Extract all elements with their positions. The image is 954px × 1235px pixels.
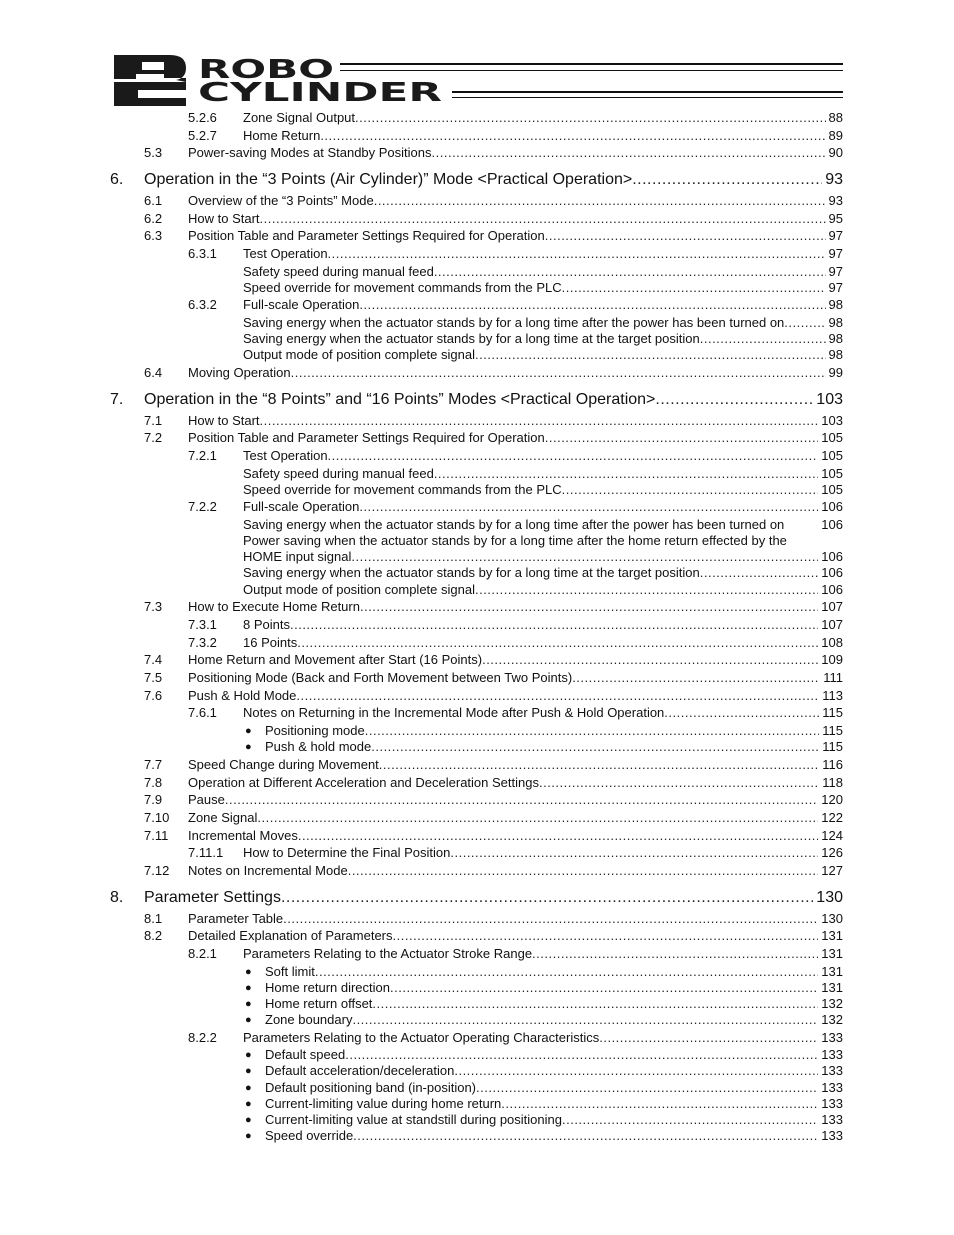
bullet-icon: ●: [245, 1014, 252, 1026]
toc-entry-page: 124: [821, 828, 843, 843]
toc-entry[interactable]: [0, 412, 843, 430]
toc-entry[interactable]: [0, 245, 843, 263]
toc-entry[interactable]: [0, 481, 843, 499]
toc-entry-title: Home Return and Movement after Start (16 Points): [188, 652, 483, 667]
toc-entry-page: 98: [828, 347, 843, 362]
dot-leader: [532, 945, 818, 963]
toc-entry-page: 105: [821, 448, 843, 463]
toc-entry-page: 126: [821, 845, 843, 860]
toc-entry-title: How to Start: [188, 413, 260, 428]
dot-leader: [225, 791, 818, 809]
dot-leader: [664, 704, 819, 722]
toc-entry-page: 133: [821, 1030, 843, 1045]
toc-entry-page: 131: [821, 980, 843, 995]
dot-leader: [328, 245, 826, 263]
toc-entry-number: 7.11.1: [188, 845, 224, 860]
toc-entry-title: Position Table and Parameter Settings Required for Operation: [188, 228, 545, 243]
dot-leader: [283, 910, 818, 928]
toc-entry-page: 103: [821, 413, 843, 428]
toc-entry-page: 93: [828, 193, 843, 208]
toc-entry-page: 115: [822, 723, 843, 738]
toc-entry-page: 106: [821, 549, 843, 564]
toc-entry-number: 7.2.1: [188, 448, 217, 463]
toc-entry[interactable]: [0, 738, 843, 756]
dot-leader: [482, 651, 818, 669]
toc-entry-page: 131: [821, 928, 843, 943]
toc-entry-page: 97: [828, 246, 843, 261]
toc-entry-title: Parameters Relating to the Actuator Operating Characteristics: [243, 1030, 600, 1045]
toc-entry-title: 8 Points: [243, 617, 290, 632]
toc-entry-page: 109: [821, 652, 843, 667]
toc-entry-title: Home return offset: [265, 996, 373, 1011]
page-header: [0, 0, 954, 110]
toc-entry-title: Home Return: [243, 128, 321, 143]
toc-entry-title: Soft limit: [265, 964, 315, 979]
toc-entry-title: Saving energy when the actuator stands by for a long time after the power has been turned on: [243, 517, 785, 532]
toc-entry-page: 115: [822, 705, 843, 720]
dot-leader: [632, 170, 822, 190]
bullet-icon: ●: [245, 1098, 252, 1110]
toc-entry-page: 130: [816, 889, 843, 906]
toc-entry-page: 131: [821, 946, 843, 961]
dot-leader: [296, 687, 819, 705]
toc-entry-title: Safety speed during manual feed: [243, 264, 434, 279]
toc-entry[interactable]: [0, 210, 843, 228]
dot-leader: [290, 616, 818, 634]
toc-entry[interactable]: [0, 827, 843, 845]
toc-entry[interactable]: [0, 346, 843, 364]
toc-entry-number: 7.4: [144, 652, 163, 667]
toc-entry-page: 131: [821, 964, 843, 979]
dot-leader: [291, 364, 826, 382]
toc-entry-page: 98: [828, 297, 843, 312]
dot-leader: [655, 390, 813, 410]
toc-entry-title: Home return direction: [265, 980, 390, 995]
toc-entry[interactable]: [0, 581, 843, 599]
toc-entry[interactable]: [0, 227, 843, 245]
toc-entry-page: 116: [822, 757, 843, 772]
toc-entry-page: 89: [828, 128, 843, 143]
toc-entry-title: Moving Operation: [188, 365, 291, 380]
toc-entry-number: 7.7: [144, 757, 163, 772]
toc-entry-page: 108: [821, 635, 843, 650]
toc-entry-number: 8.2.1: [188, 946, 217, 961]
toc-entry-title: Full-scale Operation: [243, 297, 360, 312]
dot-leader: [298, 827, 818, 845]
toc-entry-page: 115: [822, 739, 843, 754]
toc-entry-page: 120: [821, 792, 843, 807]
dot-leader: [257, 809, 818, 827]
toc-entry[interactable]: [0, 192, 843, 210]
robo-cylinder-logo: [112, 52, 447, 108]
toc-entry-title: Operation in the “8 Points” and “16 Points” Modes <Practical Operation>: [144, 391, 656, 408]
toc-entry-page: 88: [828, 110, 843, 125]
toc-entry-page: 107: [821, 599, 843, 614]
dot-leader: [454, 1062, 818, 1080]
toc-entry-title: Saving energy when the actuator stands by for a long time after the power has been turned on: [243, 315, 785, 330]
toc-entry-page: 133: [821, 1063, 843, 1078]
toc-entry[interactable]: [0, 704, 843, 722]
header-rule-top-2: [340, 70, 843, 71]
toc-entry-title: Speed override for movement commands from the PLC: [243, 280, 562, 295]
toc-entry[interactable]: [0, 598, 843, 616]
toc-entry-title: Notes on Incremental Mode: [188, 863, 348, 878]
toc-entry-page: 133: [821, 1080, 843, 1095]
toc-entry-number: 7.3.1: [188, 617, 217, 632]
toc-entry-title: Default acceleration/deceleration: [265, 1063, 455, 1078]
toc-entry-page: 127: [821, 863, 843, 878]
toc-entry[interactable]: [0, 862, 843, 880]
toc-entry-title: Speed override: [265, 1128, 354, 1143]
dot-leader: [260, 210, 826, 228]
toc-entry-page: 105: [821, 430, 843, 445]
toc-entry-page: 132: [821, 996, 843, 1011]
toc-entry-page: 103: [816, 391, 843, 408]
toc-entry-number: 7.3: [144, 599, 163, 614]
toc-entry-title: Notes on Returning in the Incremental Mode after Push & Hold Operation: [243, 705, 665, 720]
toc-entry[interactable]: [0, 756, 843, 774]
dot-leader: [572, 669, 820, 687]
bullet-icon: ●: [245, 1130, 252, 1142]
toc-entry-number: 6.3.2: [188, 297, 217, 312]
toc-entry-number: 7.3.2: [188, 635, 217, 650]
dot-leader: [360, 598, 818, 616]
toc-entry-page: 133: [821, 1128, 843, 1143]
dot-leader: [359, 498, 818, 516]
bullet-icon: ●: [245, 1049, 252, 1061]
toc-entry-title: Speed Change during Movement: [188, 757, 379, 772]
toc-entry-page: 106: [821, 499, 843, 514]
toc-entry-page: 133: [821, 1112, 843, 1127]
toc-entry-title: Output mode of position complete signal: [243, 582, 475, 597]
toc-entry-title: Operation in the “3 Points (Air Cylinder)” Mode <Practical Operation>: [144, 171, 633, 188]
toc-entry-number: 7.6.1: [188, 705, 217, 720]
toc-entry[interactable]: [0, 1011, 843, 1029]
toc-entry[interactable]: [0, 945, 843, 963]
toc-entry[interactable]: [0, 498, 843, 516]
bullet-icon: ●: [245, 1065, 252, 1077]
toc-entry-title: Position Table and Parameter Settings Required for Operation: [188, 430, 545, 445]
dot-leader: [281, 888, 813, 908]
toc-entry-number: 7.1: [144, 413, 163, 428]
toc-entry-title: Incremental Moves: [188, 828, 298, 843]
toc-entry-title: Operation at Different Acceleration and Deceleration Settings: [188, 775, 539, 790]
toc-entry-title: Zone Signal Output: [243, 110, 356, 125]
toc-entry[interactable]: [0, 296, 843, 314]
bullet-icon: ●: [245, 1082, 252, 1094]
toc-entry[interactable]: [0, 1029, 843, 1047]
toc-entry-title: HOME input signal: [243, 549, 352, 564]
toc-entry-page: 118: [822, 775, 843, 790]
toc-entry-page: 130: [821, 911, 843, 926]
toc-entry-number: 8.1: [144, 911, 163, 926]
dot-leader: [371, 738, 819, 756]
toc-entry-title: Push & Hold Mode: [188, 688, 297, 703]
toc-entry-title: Saving energy when the actuator stands by for a long time at the target position: [243, 331, 700, 346]
toc-entry-page: 90: [828, 145, 843, 160]
dot-leader: [297, 634, 818, 652]
dot-leader: [393, 927, 819, 945]
dot-leader: [599, 1029, 818, 1047]
toc-entry-page: 97: [828, 280, 843, 295]
dot-leader: [348, 862, 819, 880]
toc-entry-title: Safety speed during manual feed: [243, 466, 434, 481]
toc-entry-title: How to Execute Home Return: [188, 599, 360, 614]
toc-entry-page: 97: [828, 264, 843, 279]
bullet-icon: ●: [245, 982, 252, 994]
toc-entry-number: 7.10: [144, 810, 170, 825]
toc-entry-number: 7.: [110, 391, 124, 408]
dot-leader: [359, 296, 825, 314]
toc-entry-title: Current-limiting value at standstill during positioning: [265, 1112, 562, 1127]
toc-entry[interactable]: [0, 364, 843, 382]
toc-entry[interactable]: [0, 651, 843, 669]
dot-leader: [562, 481, 819, 499]
toc-entry[interactable]: [0, 127, 843, 145]
toc-entry[interactable]: [0, 109, 843, 127]
toc-entry[interactable]: [0, 390, 843, 410]
toc-entry-title: 16 Points: [243, 635, 298, 650]
toc-entry-title: Zone boundary: [265, 1012, 353, 1027]
toc-entry-title: Detailed Explanation of Parameters: [188, 928, 393, 943]
toc-entry-title: Test Operation: [243, 246, 328, 261]
toc-entry-title: Overview of the “3 Points” Mode: [188, 193, 374, 208]
toc-entry-title: Current-limiting value during home return: [265, 1096, 502, 1111]
toc-entry-page: 133: [821, 1047, 843, 1062]
header-rule-bottom-2: [452, 97, 843, 98]
toc-entry-title: Saving energy when the actuator stands by for a long time at the target position: [243, 565, 700, 580]
dot-leader: [353, 1127, 818, 1145]
dot-leader: [539, 774, 819, 792]
toc-entry-page: 106: [821, 565, 843, 580]
dot-leader: [379, 756, 819, 774]
toc-entry-page: 105: [821, 482, 843, 497]
header-rule-top-1: [340, 63, 843, 65]
dot-leader: [260, 412, 819, 430]
toc-entry-page: 93: [825, 171, 843, 188]
toc-entry-number: 5.2.7: [188, 128, 217, 143]
toc-entry-title: Default speed: [265, 1047, 346, 1062]
toc-entry[interactable]: [0, 687, 843, 705]
dot-leader: [562, 279, 826, 297]
toc-entry-number: 6.4: [144, 365, 163, 380]
toc-entry[interactable]: [0, 774, 843, 792]
dot-leader: [545, 227, 826, 245]
toc-entry-number: 6.: [110, 171, 124, 188]
toc-entry-title: How to Determine the Final Position: [243, 845, 451, 860]
toc-entry-title: Push & hold mode: [265, 739, 372, 754]
toc-entry-page: 113: [822, 688, 843, 703]
header-rule-bottom-1: [452, 91, 843, 93]
toc-entry-page: 95: [828, 211, 843, 226]
toc-entry[interactable]: [0, 634, 843, 652]
toc-entry[interactable]: [0, 144, 843, 162]
toc-entry-title: Output mode of position complete signal: [243, 347, 475, 362]
dot-leader: [700, 564, 819, 582]
toc-entry-title: Zone Signal: [188, 810, 258, 825]
toc-entry-page: 98: [828, 331, 843, 346]
toc-entry[interactable]: [0, 564, 843, 582]
toc-entry[interactable]: [0, 170, 843, 190]
toc-entry[interactable]: [0, 1127, 843, 1145]
toc-entry-number: 8.: [110, 889, 124, 906]
toc-entry-number: 8.2.2: [188, 1030, 217, 1045]
logo-word-cylinder: CYLINDER: [198, 78, 442, 108]
toc-entry[interactable]: [0, 447, 843, 465]
toc-entry-number: 7.12: [144, 863, 170, 878]
toc-entry-number: 7.9: [144, 792, 163, 807]
toc-entry-number: 7.11: [144, 828, 169, 843]
toc-entry-number: 7.8: [144, 775, 163, 790]
toc-entry-title: Positioning mode: [265, 723, 365, 738]
toc-entry-number: 5.3: [144, 145, 163, 160]
toc-entry-title: How to Start: [188, 211, 260, 226]
toc-entry-title: Parameter Table: [188, 911, 284, 926]
logo-word-robo: ROBO: [198, 55, 334, 85]
toc-entry-number: 7.2.2: [188, 499, 217, 514]
toc-entry-page: 97: [828, 228, 843, 243]
toc-entry-number: 6.3.1: [188, 246, 217, 261]
toc-entry-title: Default positioning band (in-position): [265, 1080, 477, 1095]
toc-entry[interactable]: [0, 669, 843, 687]
dot-leader: [355, 109, 826, 127]
bullet-icon: ●: [245, 725, 252, 737]
toc-entry-number: 6.2: [144, 211, 163, 226]
toc-entry[interactable]: [0, 279, 843, 297]
toc-entry-title: Full-scale Operation: [243, 499, 360, 514]
toc-entry-page: 133: [821, 1096, 843, 1111]
toc-entry[interactable]: [0, 888, 843, 908]
toc-entry-title: Pause: [188, 792, 225, 807]
toc-entry-title: Power saving when the actuator stands by for a long time after the home return effected by the: [243, 533, 787, 548]
toc-entry-number: 6.3: [144, 228, 163, 243]
toc-entry[interactable]: [0, 616, 843, 634]
toc-entry-title: Positioning Mode (Back and Forth Movement between Two Points): [188, 670, 573, 685]
dot-leader: [475, 581, 818, 599]
toc-entry-number: 7.5: [144, 670, 163, 685]
toc-entry-page: 122: [821, 810, 843, 825]
toc-entry-page: 106: [821, 582, 843, 597]
toc-entry-number: 7.2: [144, 430, 163, 445]
dot-leader: [320, 127, 825, 145]
toc-entry-page: 105: [821, 466, 843, 481]
toc-entry-number: 6.1: [144, 193, 163, 208]
dot-leader: [432, 144, 826, 162]
bullet-icon: ●: [245, 1114, 252, 1126]
toc-entry[interactable]: [0, 429, 843, 447]
toc-entry-title: Speed override for movement commands from the PLC: [243, 482, 562, 497]
toc-entry[interactable]: [0, 809, 843, 827]
toc-entry-title: Parameters Relating to the Actuator Stroke Range: [243, 946, 533, 961]
dot-leader: [328, 447, 819, 465]
toc-entry[interactable]: [0, 927, 843, 945]
toc-entry-number: 7.6: [144, 688, 163, 703]
toc-entry-page: 106: [821, 517, 843, 532]
toc-entry-page: 99: [828, 365, 843, 380]
toc-entry[interactable]: [0, 910, 843, 928]
toc-entry-title: Test Operation: [243, 448, 328, 463]
bullet-icon: ●: [245, 966, 252, 978]
bullet-icon: ●: [245, 741, 252, 753]
toc-entry-page: 111: [823, 670, 843, 685]
toc-entry-page: 98: [828, 315, 843, 330]
dot-leader: [545, 429, 819, 447]
toc-entry-number: 5.2.6: [188, 110, 217, 125]
toc-entry[interactable]: [0, 791, 843, 809]
dot-leader: [352, 1011, 818, 1029]
dot-leader: [450, 844, 818, 862]
toc-entry-page: 107: [821, 617, 843, 632]
toc-entry-title: Power-saving Modes at Standby Positions: [188, 145, 432, 160]
toc-entry-title: Parameter Settings: [144, 889, 281, 906]
dot-leader: [475, 346, 826, 364]
toc-entry-page: 132: [821, 1012, 843, 1027]
dot-leader: [374, 192, 826, 210]
bullet-icon: ●: [245, 998, 252, 1010]
toc-entry-number: 8.2: [144, 928, 163, 943]
toc-entry[interactable]: [0, 844, 843, 862]
toc-entry[interactable]: [0, 1062, 843, 1080]
